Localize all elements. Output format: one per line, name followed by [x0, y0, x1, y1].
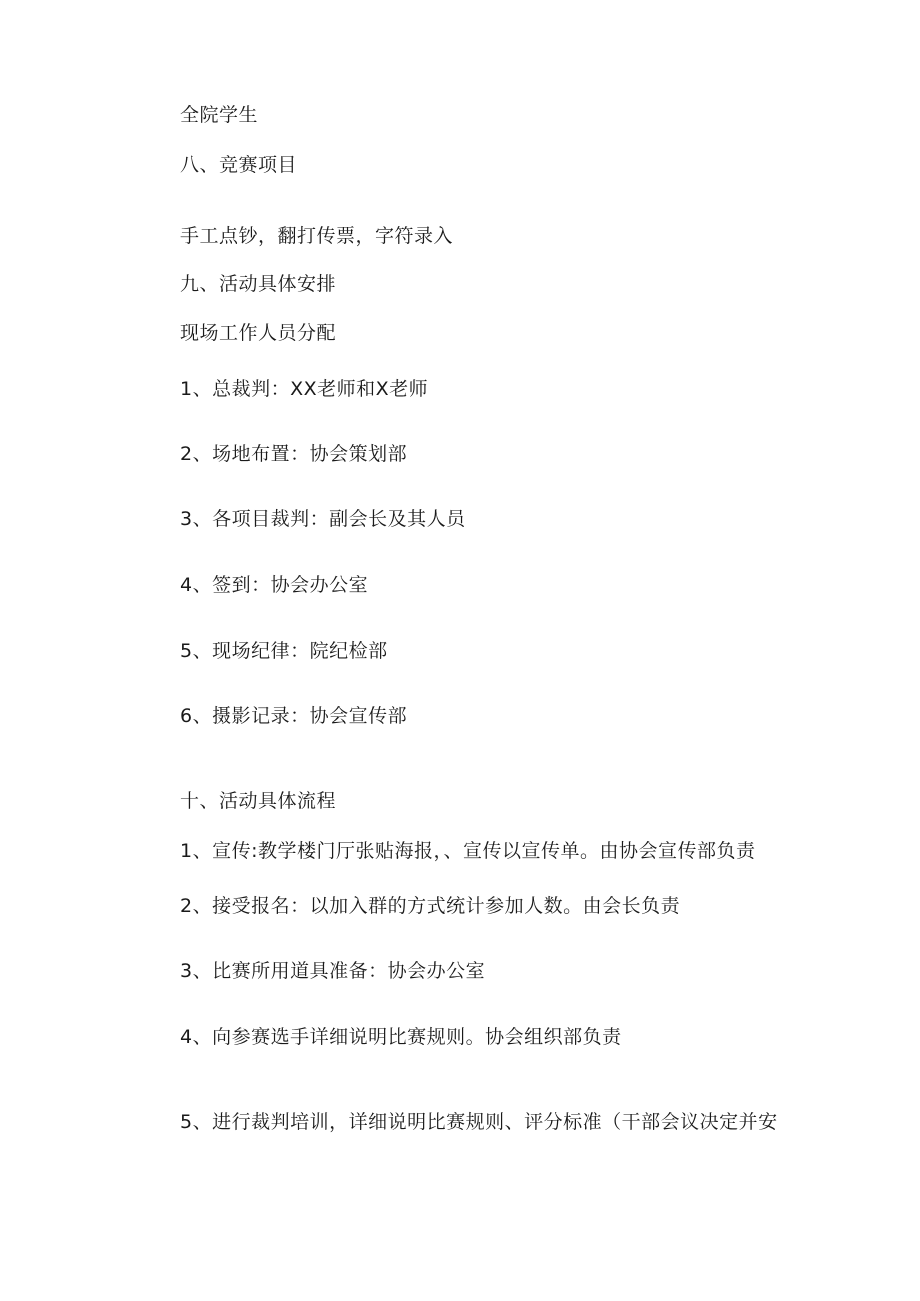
list-item-discipline: 5、现场纪律：院纪检部 — [180, 640, 388, 662]
list-item-rules-briefing: 4、向参赛选手详细说明比赛规则。协会组织部负责 — [180, 1026, 622, 1048]
list-item-publicity: 1、宣传:教学楼门厅张贴海报，、宣传以宣传单。由协会宣传部负责 — [180, 840, 756, 862]
list-item-chief-judge: 1、总裁判：XX老师和X老师 — [180, 378, 429, 400]
heading-competition-items: 八、竞赛项目 — [180, 154, 298, 176]
list-item-venue-setup: 2、场地布置：协会策划部 — [180, 443, 408, 465]
heading-activity-process: 十、活动具体流程 — [180, 790, 337, 812]
list-item-judge-training: 5、进行裁判培训，详细说明比赛规则、评分标准（干部会议决定并安 — [180, 1111, 778, 1133]
heading-activity-arrangement: 九、活动具体安排 — [180, 273, 337, 295]
text-line-staff-allocation: 现场工作人员分配 — [180, 322, 337, 344]
list-item-event-judges: 3、各项目裁判：副会长及其人员 — [180, 508, 466, 530]
list-item-photography: 6、摄影记录：协会宣传部 — [180, 705, 408, 727]
list-item-check-in: 4、签到：协会办公室 — [180, 574, 369, 596]
list-item-props: 3、比赛所用道具准备：协会办公室 — [180, 960, 486, 982]
text-line-audience: 全院学生 — [180, 104, 259, 126]
list-item-registration: 2、接受报名：以加入群的方式统计参加人数。由会长负责 — [180, 895, 681, 917]
text-line-items: 手工点钞，翻打传票，字符录入 — [180, 225, 454, 247]
